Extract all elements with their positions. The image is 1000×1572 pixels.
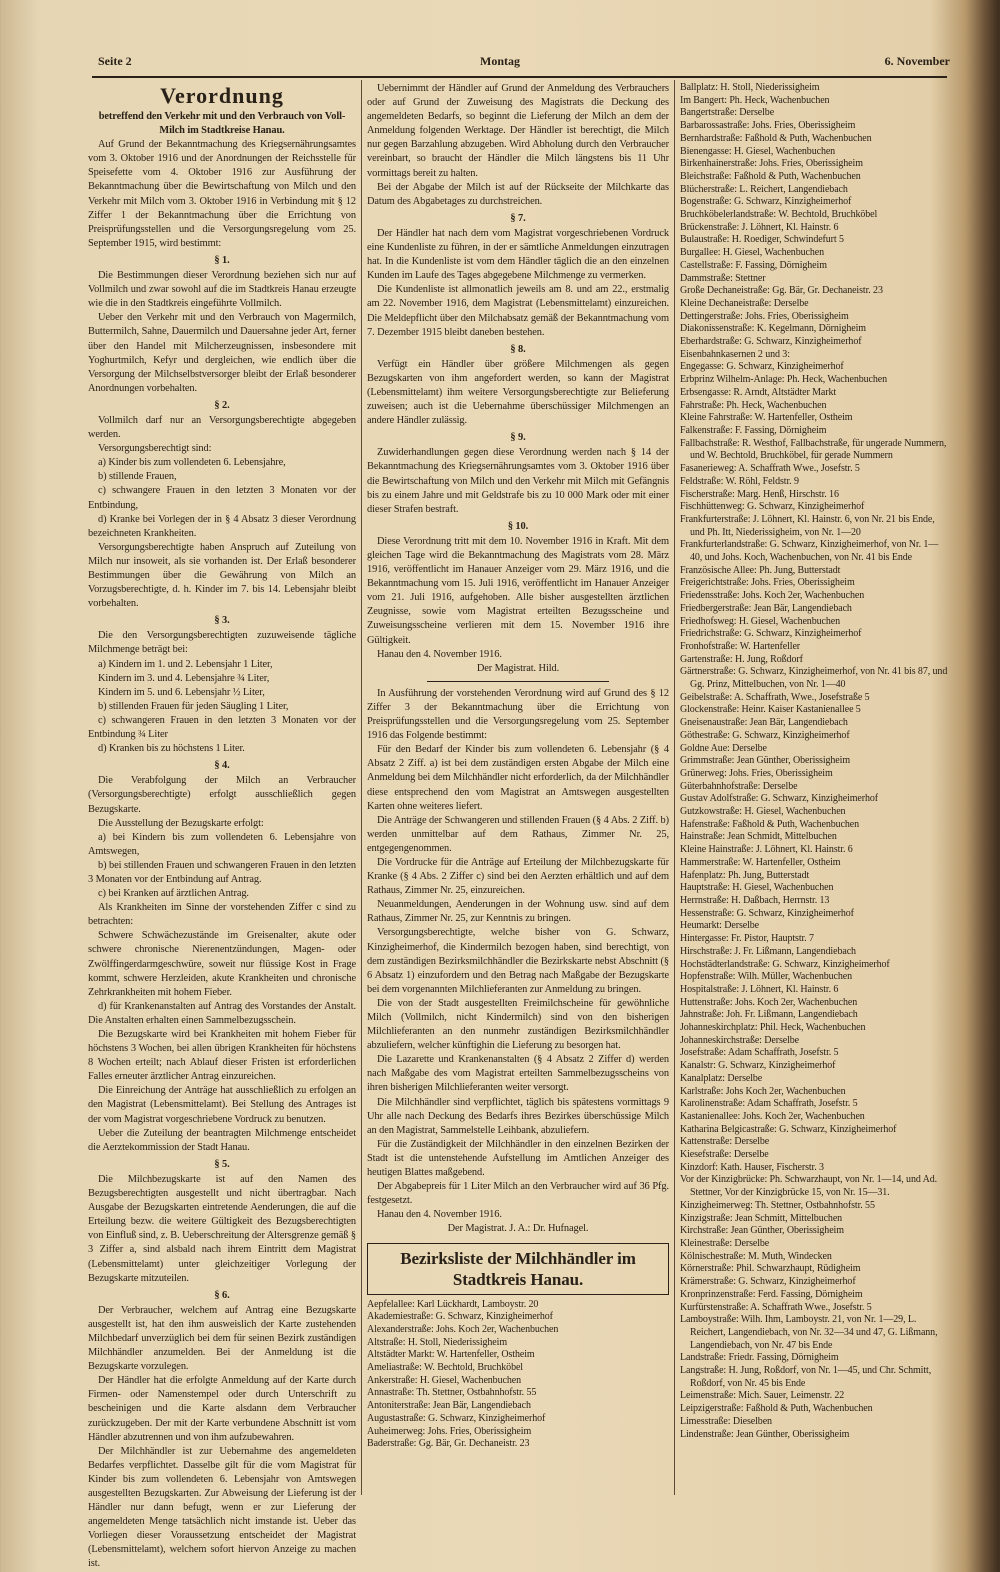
paragraph: d) Kranken bis zu höchstens 1 Liter. (98, 743, 245, 755)
signature: Der Magistrat. Hild. (476, 662, 560, 674)
dealer-list-item: Kleine Dechaneistraße: Derselbe (680, 297, 809, 309)
paragraph: c) schwangere Frauen in den letzten 3 Monaten vor der Entbindung, (88, 485, 356, 511)
dealer-list-item: Burgallee: H. Giesel, Wachenbuchen (680, 247, 824, 259)
section-heading: § 3. (214, 615, 230, 627)
dealer-list-item: Bruchköbelerlandstraße: W. Bechtold, Bruchköbel (680, 209, 878, 221)
dealer-list-item: Limesstraße: Dieselben (680, 1415, 772, 1427)
dealer-list-item: Karolinenstraße: Adam Schaffrath, Josefstr. 5 (680, 1098, 858, 1110)
paragraph: Für die Zuständigkeit der Milchhändler in den einzelnen Bezirken der Stadt ist die untenstehende Aufstellung im Amtlichen Anzeiger des heutigen Blattes maßgebend. (367, 1138, 669, 1179)
dealer-list-item: Huttenstraße: Johs. Koch 2er, Wachenbuchen (680, 996, 858, 1008)
paragraph: Für den Bedarf der Kinder bis zum vollendeten 6. Lebensjahr (§ 4 Absatz 2 Ziff. a) ist bei dem zuständigen ersten Abgabe der Milch eine Anmeldung bei dem Milchhändler nicht erforderlich, da der Milchhändler diese entsprechend den vom Magistrat an Amtswegen ausgestellten Karten ohne weiteres liefert. (367, 744, 669, 812)
dealer-list-item: Hammerstraße: W. Hartenfeller, Ostheim (680, 856, 841, 868)
dealer-list-item: Augustastraße: G. Schwarz, Kinzigheimerhof (367, 1412, 546, 1424)
section-heading: § 4. (214, 760, 230, 772)
paragraph: Die Bestimmungen dieser Verordnung beziehen sich nur auf Vollmilch und zwar sowohl auf die im Stadtkreis Hanau erzeugte wie die in den Stadtkreis eingeführte Vollmilch. (88, 270, 356, 310)
paragraph: a) bei Kindern bis zum vollendeten 6. Lebensjahre von Amtswegen, (88, 831, 356, 857)
dealer-list-item: Gärtnerstraße: G. Schwarz, Kinzigheimerhof, von Nr. 41 bis 87, und Gg. Prinz, Mittelbuchen, von Nr. 1—40 (680, 666, 948, 691)
dealer-list-item: Dettingerstraße: Johs. Fries, Oberissigheim (680, 310, 849, 322)
dealer-list-item: Hainstraße: Jean Schmidt, Mittelbuchen (680, 831, 837, 843)
dealer-list-item: Antoniterstraße: Jean Bär, Langendiebach (367, 1400, 531, 1412)
dealer-list-item: Castellstraße: F. Fassing, Dörnigheim (680, 259, 827, 271)
paragraph: Der Verbraucher, welchem auf Antrag eine Bezugskarte ausgestellt ist, hat den ihm ausweislich der Karte zustehenden Milchbedarf unverzüglich bei dem für seinen Bezirk zuständigen Milchhändler anzumelden. Bei der Anmeldung ist die Bezugskarte vorzulegen. (88, 1304, 356, 1373)
dealer-list-item: Jahnstraße: Joh. Fr. Lißmann, Langendiebach (680, 1009, 858, 1021)
paragraph: Die Milchhändler sind verpflichtet, täglich bis spätestens vormittags 9 Uhr alle nach Deckung des Bedarfs ihres Bezirkes überschüssige Milch an den Magistrat, Sammelstelle Leihbank, abzuliefern. (367, 1096, 669, 1136)
dealer-list-item: Kinzigstraße: Jean Schmitt, Mittelbuchen (680, 1212, 843, 1224)
paragraph: In Ausführung der vorstehenden Verordnung wird auf Grund des § 12 Ziffer 3 der Bekanntmachung über die Errichtung von Preisprüfungsstellen und die Versorgungsregelung vom 25. September 1916 das Folgende bestimmt: (367, 687, 669, 742)
dealer-list-item: Frankfurterlandstraße: G. Schwarz, Kinzigheimerhof, von Nr. 1—40, und Johs. Koch, Wachenbuchen, von Nr. 41 bis Ende (680, 539, 939, 564)
dealer-list-item: Kronprinzenstraße: Ferd. Fassing, Dörnigheim (680, 1288, 863, 1300)
dealer-list-item: Fahrstraße: Ph. Heck, Wachenbuchen (680, 399, 827, 411)
dealer-list-item: Bangertstraße: Derselbe (680, 107, 775, 119)
dealer-list-item: Auheimerweg: Johs. Fries, Oberissigheim (367, 1425, 532, 1437)
paragraph: a) Kinder bis zum vollendeten 6. Lebensjahre, (98, 457, 286, 469)
section-heading: § 5. (214, 1158, 230, 1170)
dealer-list-item: Barbarossastraße: Johs. Fries, Oberissigheim (680, 120, 856, 132)
dealer-list-item: Freigerichtstraße: Johs. Fries, Oberissigheim (680, 577, 855, 589)
column-dealer-list (680, 82, 948, 1441)
paragraph: Der Händler hat nach dem vom Magistrat vorgeschriebenen Vordruck eine Kundenliste zu führen, in der er sämtliche Anmeldungen einzutragen hat. In die Kundenliste ist vom dem Händler täglich die an den einzelnen Kunden im Laufe des Tages abgegebene Milchmenge zu vermerken. (367, 227, 669, 282)
dealer-list-item: Altstädter Markt: W. Hartenfeller, Ostheim (367, 1349, 535, 1361)
dealer-list-item: Gutzkowstraße: H. Giesel, Wachenbuchen (680, 806, 846, 818)
dealer-list-item: Bernhardstraße: Faßhold & Puth, Wachenbuchen (680, 132, 872, 144)
article-title: Verordnung (160, 83, 284, 108)
dealer-list-item: Heumarkt: Derselbe (680, 920, 760, 932)
paragraph: b) bei stillenden Frauen und schwangeren Frauen in den letzten 3 Monaten vor der Entbindung auf Antrag. (88, 859, 356, 885)
dealer-list-item: Kölnischestraße: M. Muth, Windecken (680, 1250, 832, 1262)
dealer-list-item: Große Dechaneistraße: Gg. Bär, Gr. Dechaneistr. 23 (680, 285, 883, 297)
column-ordinance (88, 82, 356, 1572)
paragraph: Als Krankheiten im Sinne der vorstehenden Ziffer c sind zu betrachten: (88, 902, 356, 928)
dealer-list-item: Gneisenaustraße: Jean Bär, Langendiebach (680, 717, 848, 729)
dealer-list-item: Hessenstraße: G. Schwarz, Kinzigheimerhof (680, 907, 854, 919)
dealer-list-item: Josefstraße: Adam Schaffrath, Josefstr. 5 (680, 1047, 839, 1059)
column-divider (361, 80, 362, 1495)
paragraph: b) stillenden Frauen für jeden Säugling 1 Liter, (98, 700, 289, 712)
dealer-list-item: Leipzigerstraße: Faßhold & Puth, Wachenbuchen (680, 1403, 873, 1415)
dealer-list-item: Friedbergerstraße: Jean Bär, Langendiebach (680, 602, 852, 614)
paragraph: Uebernimmt der Händler auf Grund der Anmeldung des Verbrauchers oder auf Grund der Zuweisung des Magistrats die Deckung des angemeldeten Bedarfs, so beginnt die Lieferung der Milch an dem der Anmeldung folgenden Werktage. Der Händler ist berechtigt, die Milch nur gegen Barzahlung abzugeben. Wird Abholung durch den Verbraucher vereinbart, so braucht der Händler die Milch längstens bis 11 Uhr vormittags bereit zu halten. (367, 83, 669, 179)
paragraph: Die Bezugskarte wird bei Krankheiten mit hohem Fieber für höchstens 3 Wochen, bei allen übrigen Krankheiten für höchstens 8 Wochen erteilt; nach Ablauf dieser Fristen ist erforderlichen Falles erneuter ärztlicher Antrag einzureichen. (88, 1029, 356, 1083)
dealer-list-item: Kurfürstenstraße: A. Schaffrath Wwe., Josefstr. 5 (680, 1301, 872, 1313)
paragraph: Vollmilch darf nur an Versorgungsberechtigte abgegeben werden. (88, 414, 356, 441)
dealer-list-item: Erbprinz Wilhelm-Anlage: Ph. Heck, Wachenbuchen (680, 374, 887, 386)
dealer-list-item: Ankerstraße: H. Giesel, Wachenbuchen (367, 1374, 521, 1386)
paragraph: Ueber die Zuteilung der beantragten Milchmenge entscheidet die Aerztekommission der Stadt Hanau. (88, 1127, 356, 1153)
weekday: Montag (480, 54, 520, 68)
column-divider (674, 80, 675, 1495)
dealer-list-item: Erbsengasse: R. Arndt, Altstädter Markt (680, 386, 837, 398)
paragraph: Die Anträge der Schwangeren und stillenden Frauen (§ 4 Abs. 2 Ziff. b) werden unmittelbar auf dem Rathaus, Zimmer Nr. 25, entgegengenommen. (367, 814, 669, 854)
dealer-list-item: Im Bangert: Ph. Heck, Wachenbuchen (680, 94, 830, 106)
section-heading: § 9. (510, 432, 526, 444)
paragraph: Der Abgabepreis für 1 Liter Milch an den Verbraucher wird auf 36 Pfg. festgesetzt. (367, 1181, 669, 1207)
dealer-list-item: Johanneskirchplatz: Phil. Heck, Wachenbuchen (680, 1022, 866, 1034)
dealer-list-item: Eisenbahnkasernen 2 und 3: (680, 348, 790, 360)
dealer-list-item: Kirchstraße: Jean Günther, Oberissigheim (680, 1225, 844, 1237)
paragraph: Verfügt ein Händler über größere Milchmengen als gegen Bezugskarten von ihm angefordert werden, so kann der Magistrat (Lebensmittelamt) ihm weitere Versorgungsberechtigte zur Belieferung zuweisen; auch ist die Uebernahme überschüssiger Milchmengen an andere Händler zulässig. (367, 358, 669, 427)
dealer-list-item: Kleine Fahrstraße: W. Hartenfeller, Ostheim (680, 412, 853, 424)
section-heading: § 7. (510, 212, 526, 224)
dealer-list-item: Krämerstraße: G. Schwarz, Kinzigheimerhof (680, 1276, 856, 1288)
dealer-list-item: Bienengasse: H. Giesel, Wachenbuchen (680, 145, 836, 157)
dealer-list-item: Güterbahnhofstraße: Derselbe (680, 780, 798, 792)
dealer-list-item: Grimmstraße: Jean Günther, Oberissigheim (680, 755, 851, 767)
paragraph: a) Kindern im 1. und 2. Lebensjahr 1 Liter, (98, 658, 273, 670)
paragraph: Der Milchhändler ist zur Uebernahme des angemeldeten Bedarfes verpflichtet. Dasselbe gilt für die vom Magistrat für Kinder bis zum vollendeten 6. Lebensjahr von Amtswegen ausgestellten Bezugskarten. Zur Abweisung der Lieferung ist der Händler nur dann befugt, wenn er zur Lieferung der angemeldeten Menge tatsächlich nicht imstande ist. Ueber das Vorliegen dieser Voraussetzung entscheidet der Magistrat (Lebensmittelamt), welchem sofort hiervon Anzeige zu machen ist. (88, 1445, 356, 1570)
paragraph: Die Kundenliste ist allmonatlich jeweils am 8. und am 22., erstmalig am 22. November 1916, dem Magistrat (Lebensmittelamt) einzureichen. Die Meldepflicht über den Milchabsatz gemäß der Bekanntmachung vom 7. Dezember 1915 bleibt daneben bestehen. (367, 284, 669, 338)
dealer-list-item: Kiesefstraße: Derselbe (680, 1149, 769, 1161)
dealer-list-item: Goldne Aue: Derselbe (680, 742, 767, 754)
dealer-list-item: Engegasse: G. Schwarz, Kinzigheimerhof (680, 361, 844, 373)
dealer-list-item: Dammstraße: Stettner (680, 272, 766, 284)
dealer-list-item: Lindenstraße: Jean Günther, Oberissigheim (680, 1428, 850, 1440)
dealer-list-item: Herrnstraße: H. Daßbach, Herrnstr. 13 (680, 895, 830, 906)
dealer-list-item: Eberhardstraße: G. Schwarz, Kinzigheimerhof (680, 336, 862, 348)
paragraph: Kindern im 3. und 4. Lebensjahre ¾ Liter, (98, 672, 270, 684)
dealer-list-item: Langstraße: H. Jung, Roßdorf, von Nr. 1—45, und Chr. Schmitt, Roßdorf, von Nr. 45 bis Ende (680, 1365, 932, 1389)
dealer-list-item: Kleine Hainstraße: J. Löhnert, Kl. Hainstr. 6 (680, 844, 853, 856)
issue-date: 6. November (884, 54, 950, 68)
section-heading: § 8. (510, 343, 526, 355)
paragraph: Auf Grund der Bekanntmachung des Kriegsernährungsamtes vom 3. Oktober 1916 und der Anordnungen der Reichsstelle für Speisefette vom 4. Oktober 1916 zur Ausführung der Bekanntmachung über die Bewirtschaftung von Milch und den Verkehr mit Milch vom 3. Oktober 1916 in Verbindung mit § 12 Ziffer 1 der Bekanntmachung über die Errichtung von Preisprüfungsstellen und die Versorgungsregelung vom 25. September 1915, wird bestimmt: (88, 139, 356, 249)
page-header (90, 54, 950, 72)
dealer-list-item: Kleinestraße: Derselbe (680, 1237, 770, 1249)
dealer-list-item: Lamboystraße: Wilh. Ihm, Lamboystr. 21, von Nr. 1—29, L. Reichert, Langendiebach, von Nr. 32—34 und 47, G. Lißmann, Langendiebach, von Nr. 47 bis Ende (680, 1314, 938, 1351)
dealer-list-item: Ballplatz: H. Stoll, Niederissigheim (680, 82, 820, 93)
dealer-list-item: Vor der Kinzigbrücke: Ph. Schwarzhaupt, von Nr. 1—14, und Ad. Stettner, Vor der Kinzigbrücke 15, von Nr. 15—31. (680, 1174, 938, 1199)
dealer-list-item: Kanalplatz: Derselbe (680, 1072, 763, 1084)
paragraph: d) Kranke bei Vorlegen der in § 4 Absatz 3 dieser Verordnung bezeichneten Krankheiten. (88, 513, 356, 539)
section-heading: § 1. (214, 254, 230, 266)
dealer-list-item: Frankfurterstraße: J. Löhnert, Kl. Hainstr. 6, von Nr. 21 bis Ende, und Ph. Itt, Niederissigheim, von Nr. 1—20 (680, 513, 935, 538)
paragraph: Hanau den 4. November 1916. (377, 1209, 502, 1221)
dealer-list-item: Fasanerieweg: A. Schaffrath Wwe., Josefstr. 5 (680, 463, 860, 475)
dealer-list-item: Gartenstraße: H. Jung, Roßdorf (680, 653, 803, 665)
paragraph: Die Lazarette und Krankenanstalten (§ 4 Absatz 2 Ziffer d) werden nach Maßgabe des vom Magistrat erteilten Sammelbezugsscheins von ihren bisherigen Milchlieferanten weiter versorgt. (367, 1054, 669, 1094)
dealer-list-item: Baderstraße: Gg. Bär, Gr. Dechaneistr. 23 (367, 1438, 530, 1450)
dealer-list-item: Aepfelallee: Karl Lückhardt, Lamboystr. 20 (367, 1298, 539, 1310)
paragraph: b) stillende Frauen, (98, 471, 177, 483)
dealer-list-item: Hauptstraße: H. Giesel, Wachenbuchen (680, 882, 834, 894)
dealer-list-item: Friedensstraße: Johs. Koch 2er, Wachenbuchen (680, 590, 865, 602)
paragraph: c) bei Kranken auf ärztlichen Antrag. (98, 888, 249, 900)
dealer-list-item: Kinzigheimerweg: Th. Stettner, Ostbahnhofstr. 55 (680, 1199, 875, 1211)
paragraph: Die Einreichung der Anträge hat ausschließlich zu erfolgen an den Magistrat (Lebensmittelamt). Bei Stellung des Antrages ist der vom Magistrat vorgeschriebene Vordruck zu benutzen. (88, 1085, 356, 1125)
dealer-list-item: Leimenstraße: Mich. Sauer, Leimenstr. 22 (680, 1390, 845, 1402)
section-heading: § 10. (507, 520, 529, 532)
dealer-list-item: Hintergasse: Fr. Pistor, Hauptstr. 7 (680, 933, 814, 945)
paragraph: Zuwiderhandlungen gegen diese Verordnung werden nach § 14 der Bekanntmachung des Kriegsernährungsamtes vom 3. Oktober 1916 über die Bewirtschaftung von Milch und den Verkehr mit Milch mit Gefängnis bis zu einem Jahre und mit Geldstrafe bis zu 10 000 Mark oder mit einer dieser Strafen bestraft. (367, 447, 669, 515)
dealer-list-item: Bleichstraße: Faßhold & Puth, Wachenbuchen (680, 170, 861, 182)
dealer-list-item: Altstraße: H. Stoll, Niederissigheim (367, 1336, 507, 1348)
section-heading: § 6. (214, 1289, 230, 1301)
dealer-list-item: Brückenstraße: J. Löhnert, Kl. Hainstr. 6 (680, 221, 839, 233)
paragraph: Ueber den Verkehr mit und den Verbrauch von Magermilch, Buttermilch, Sahne, Dauermilch und Dauersahne jeder Art, ferner über den Handel mit Milcherzeugnissen, insbesondere mit Yoghurtmilch, Kefyr und dergleichen, wie endlich über die Versorgung der Milchselbstversorger bleibt der Erlaß besonderer Anordnungen vorbehalten. (88, 312, 356, 394)
dealer-list-item: Ameliastraße: W. Bechtold, Bruchköbel (367, 1362, 523, 1374)
article-subtitle: betreffend den Verkehr mit und den Verbrauch von Voll-Milch im Stadtkreise Hanau. (98, 111, 346, 137)
dealer-list-item: Falkenstraße: F. Fassing, Dörnigheim (680, 424, 827, 436)
dealer-list-item: Alexanderstraße: Johs. Koch 2er, Wachenbuchen (367, 1323, 559, 1335)
paragraph: Bei der Abgabe der Milch ist auf der Rückseite der Milchkarte das Datum des Abgabetages zu durchstreichen. (367, 181, 669, 207)
separator-rule (427, 681, 609, 682)
paragraph: Schwere Schwächezustände im Greisenalter, akute oder schwere chronische Nierenentzündungen, Magen- oder Zwölffingerdarmgeschwüre, soweit nur flüssige Kost in Frage kommt, schwere Herzleiden, akute Krankheiten und chronische Zehrkrankheiten mit hohem Fieber. (88, 930, 356, 998)
dealer-list-item: Geibelstraße: A. Schaffrath, Wwe., Josefstraße 5 (680, 691, 870, 703)
paragraph: Kindern im 5. und 6. Lebensjahr ½ Liter, (98, 686, 265, 698)
paragraph: Hanau den 4. November 1916. (377, 648, 502, 660)
paragraph: Der Händler hat die erfolgte Anmeldung auf der Karte durch Firmen- oder Namenstempel oder durch Unterschrift zu bescheinigen und die Karte alsdann dem Verbraucher zurückzugeben. Der mit der Karte verbundene Abschnitt ist vom Händler abzutrennen und von ihm aufzubewahren. (88, 1375, 356, 1443)
dealer-list-item: Birkenhainerstraße: Johs. Fries, Oberissigheim (680, 158, 863, 170)
dealer-list-item: Hochstädterlandstraße: G. Schwarz, Kinzigheimerhof (680, 958, 890, 970)
paragraph: Die Vordrucke für die Anträge auf Erteilung der Milchbezugskarte für Kranke (§ 4 Abs. 2 Ziffer c) sind bei den Aerzten erhältlich und auf dem Rathaus, Zimmer Nr. 25, einzureichen. (367, 856, 669, 897)
dealer-list-item: Friedrichstraße: G. Schwarz, Kinzigheimerhof (680, 628, 862, 640)
dealer-list-item: Französische Allee: Ph. Jung, Butterstadt (680, 564, 841, 576)
paragraph: c) schwangeren Frauen in den letzten 3 Monaten vor der Entbindung ¾ Liter (88, 714, 356, 741)
dealer-list-item: Körnerstraße: Phil. Schwarzhaupt, Rüdigheim (680, 1263, 861, 1275)
dealer-list-item: Kanalstr: G. Schwarz, Kinzigheimerhof (680, 1060, 836, 1072)
dealer-list-item: Blücherstraße: L. Reichert, Langendiebach (680, 183, 848, 195)
section-heading: § 2. (214, 399, 230, 411)
dealer-list-item: Fischhüttenweg: G. Schwarz, Kinzigheimerhof (680, 501, 865, 513)
paragraph: d) für Krankenanstalten auf Antrag des Vorstandes der Anstalt. Die Anstalten erhalten einen Sammelbezugsschein. (88, 1000, 356, 1026)
paragraph: Versorgungsberechtigte haben Anspruch auf Zuteilung von Milch nur insoweit, als sie vorhanden ist. Der Erlaß besonderer Bestimmungen über die Gewährung von Milch an Vorzugsberechtigte, d. h. Kinder im 7. bis 14. Lebensjahr bleibt vorbehalten. (88, 541, 356, 610)
dealer-list-item: Diakonissenstraße: K. Kegelmann, Dörnigheim (680, 323, 866, 335)
dealer-list-item: Göthestraße: G. Schwarz, Kinzigheimerhof (680, 729, 850, 741)
signature: Der Magistrat. J. A.: Dr. Hufnagel. (447, 1223, 589, 1235)
dealer-list-item: Bogenstraße: G. Schwarz, Kinzigheimerhof (680, 196, 852, 208)
dealer-list-item: Gustav Adolfstraße: G. Schwarz, Kinzigheimerhof (680, 793, 879, 805)
dealer-list-item: Kattenstraße: Derselbe (680, 1136, 770, 1148)
dealer-list-item: Bulaustraße: H. Roediger, Schwindefurt 5 (680, 234, 844, 246)
dealer-list-item: Glockenstraße: Heinr. Kaiser Kastanienallee 5 (680, 704, 861, 716)
column-ordinance-continued (367, 82, 669, 1451)
dealer-list-item: Akademiestraße: G. Schwarz, Kinzigheimerhof (367, 1311, 553, 1323)
dealer-list-item: Hirschstraße: J. Fr. Lißmann, Langendiebach (680, 945, 856, 957)
dealer-list-item: Kastanienallee: Johs. Koch 2er, Wachenbuchen (680, 1110, 865, 1122)
list-heading-box: Bezirksliste der Milchhändler im Stadtkreis Hanau. (367, 1243, 669, 1295)
dealer-list-item: Friedhofsweg: H. Giesel, Wachenbuchen (680, 615, 840, 627)
dealer-list-item: Johanneskirchstraße: Derselbe (680, 1034, 799, 1046)
paragraph: Die den Versorgungsberechtigten zuzuweisende tägliche Milchmenge beträgt bei: (88, 630, 356, 656)
dealer-list-item: Landstraße: Friedr. Fassing, Dörnigheim (680, 1352, 839, 1364)
dealer-list-item: Hafenplatz: Ph. Jung, Butterstadt (680, 869, 810, 881)
dealer-list-item: Hospitalstraße: J. Löhnert, Kl. Hainstr. 6 (680, 983, 839, 995)
paragraph: Diese Verordnung tritt mit dem 10. November 1916 in Kraft. Mit dem gleichen Tage wird die Bekanntmachung des Magistrats vom 28. März 1916, veröffentlicht im Hanauer Anzeiger vom 29. März 1916, und die Bekanntmachung vom 15. Juli 1916, veröffentlicht im Hanauer Anzeiger vom 21. Juli 1916, aufgehoben. Alle bisher ausgestellten ärztlichen Zeugnisse, sowie vom Magistrat erteilten Bezugsscheine und Zuweisungsscheine verlieren mit dem 15. November 1916 ihre Gültigkeit. (367, 535, 669, 646)
paragraph: Versorgungsberechtigt sind: (98, 443, 212, 455)
header-rule (92, 76, 947, 78)
dealer-list-item: Katharina Belgicastraße: G. Schwarz, Kinzigheimerhof (680, 1123, 897, 1135)
dealer-list-item: Kinzdorf: Kath. Hauser, Fischerstr. 3 (680, 1161, 824, 1173)
dealer-list-item: Annastraße: Th. Stettner, Ostbahnhofstr. 55 (367, 1387, 537, 1399)
dealer-list-item: Feldstraße: W. Röhl, Feldstr. 9 (680, 475, 799, 487)
paragraph: Die Milchbezugskarte ist auf den Namen des Bezugsberechtigten ausgestellt und nicht übertragbar. Nach Ausgabe der Bezugskarten eintretende Aenderungen, die auf die Erteilung bezw. die weitere Gültigkeit des Bezugsberechtigten von Einfluß sind, z. B. Ueberschreitung der Altersgrenze gemäß § 3 Ziffer a, sind alsbald nach ihrem Eintritt dem Magistrat (Lebensmittelamt) unter gleichzeitiger Vorlegung der Bezugskarte mitzuteilen. (88, 1173, 356, 1284)
paragraph: Die Verabfolgung der Milch an Verbraucher (Versorgungsberechtigte) erfolgt ausschließlich gegen Bezugskarte. (88, 775, 356, 815)
paragraph: Die von der Stadt ausgestellten Freimilchscheine für gewöhnliche Milch (Vollmilch, nicht Kindermilch) sind von den bisherigen Milchlieferanten an den nunmehr zuständigen Bezirksmilchhändler abzuliefern, welcher künftighin die Lieferung zu besorgen hat. (367, 997, 669, 1052)
paragraph: Versorgungsberechtigte, welche bisher von G. Schwarz, Kinzigheimerhof, die Kindermilch bezogen haben, sind berechtigt, von dem zuständigen Bezirksmilchhändler die Bezirkskarte nebst Abschnitt (§ 6 Absatz 1) einzufordern und den Betrag nach Maßgabe der Bezugskarte bei dem vorgenannten Milchlieferanten zur Anmeldung zu bringen. (367, 927, 669, 995)
paragraph: Die Ausstellung der Bezugskarte erfolgt: (98, 817, 264, 829)
dealer-list-item: Hopfenstraße: Wilh. Müller, Wachenbuchen (680, 971, 853, 983)
dealer-list-item: Fronhofstraße: W. Hartenfeller (680, 640, 801, 652)
dealer-list-item: Fallbachstraße: R. Westhof, Fallbachstraße, für ungerade Nummern, und W. Bechtold, Bruchköbel, für gerade Nummern (680, 437, 947, 462)
dealer-list-item: Fischerstraße: Marg. Henß, Hirschstr. 16 (680, 488, 839, 500)
dealer-list-item: Grünerweg: Johs. Fries, Oberissigheim (680, 767, 833, 779)
paragraph: Neuanmeldungen, Aenderungen in der Wohnung usw. sind auf dem Rathaus, Zimmer Nr. 25, zur Kenntnis zu bringen. (367, 899, 669, 925)
dealer-list-item: Karlstraße: Johs Koch 2er, Wachenbuchen (680, 1085, 846, 1097)
page-number: Seite 2 (98, 54, 132, 68)
dealer-list-item: Hafenstraße: Faßhold & Puth, Wachenbuchen (680, 818, 860, 830)
